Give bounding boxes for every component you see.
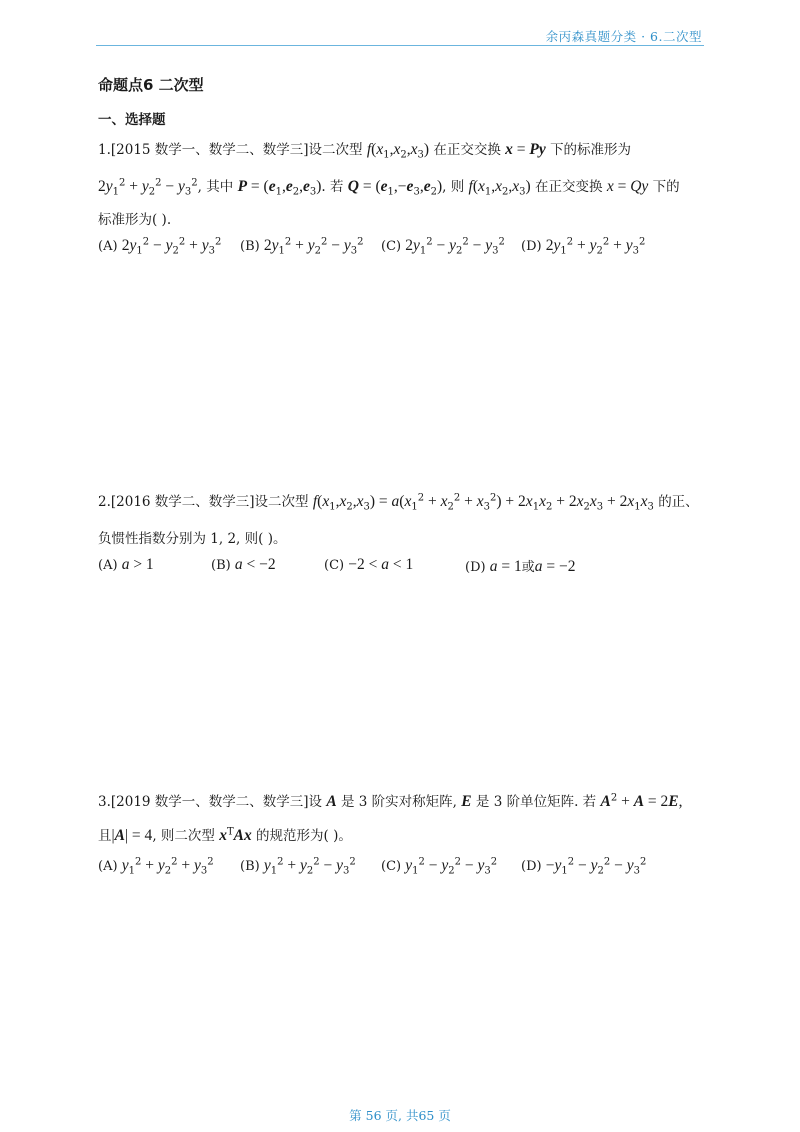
q3-l2-b: , 则二次型 <box>152 828 215 844</box>
q1-line-2: $2y_1^2 + y_2^2 - y_3^2$, 其中 $P = (e_1,e_2,e_3)$. 若 $Q = (e_1,-e_3,e_2)$, 则 $f(x_1,x_2,x_3)$ 在正交变换 x = Qy 下的 <box>98 177 680 198</box>
q3-choice-b: (B) $y_1^2 + y_2^2 - y_3^2$ <box>240 856 356 877</box>
q1-prefix: 1.[2015 数学一、数学二、数学三]设二次型 <box>98 142 363 158</box>
q2-choice-b: (B) a < −2 <box>211 556 276 573</box>
q3-choice-a: (A) $y_1^2 + y_2^2 + y_3^2$ <box>98 856 214 877</box>
q2-choice-d: (D) a = 1或a = −2 <box>465 558 576 575</box>
q1-l2-e: 下的 <box>652 179 680 195</box>
q2-prefix: 2.[2016 数学二、数学三]设二次型 <box>98 494 309 510</box>
q1-line-1: 1.[2015 数学一、数学二、数学三]设二次型 $f(x_1,x_2,x_3)$ 在正交交换 x = Py 下的标准形为 <box>98 141 632 161</box>
q3-choice-c: (C) $y_1^2 - y_2^2 - y_3^2$ <box>381 856 498 877</box>
q2-choice-a: (A) a > 1 <box>98 556 154 573</box>
q1-choice-d: (D) $2y_1^2 + y_2^2 + y_3^2$ <box>521 236 646 257</box>
q3-t1: 是 3 阶实对称矩阵, <box>341 794 457 810</box>
q2-suffix: 的正、 <box>658 494 699 510</box>
q3-prefix: 3.[2019 数学一、数学二、数学三]设 <box>98 794 323 810</box>
q3-l2-c: 的规范形为( )。 <box>256 828 352 844</box>
q2-line-2: 负惯性指数分别为 1, 2, 则( )。 <box>98 531 287 547</box>
q3-line-1: 3.[2019 数学一、数学二、数学三]设 A 是 3 阶实对称矩阵, E 是 3 阶单位矩阵. 若 $A^2 + A = 2E$, <box>98 792 683 810</box>
q3-l2-a: 且 <box>98 828 112 844</box>
running-header: 余丙森真题分类 · 6.二次型 <box>545 29 702 44</box>
q1-l2-a: , 其中 <box>197 179 234 195</box>
q1-l2-c: , 则 <box>442 179 465 195</box>
q3-choice-d: $(D) -y_1^2 - y_2^2 - y_3^2$ <box>521 856 647 877</box>
q1-l2-b: . 若 <box>321 179 344 195</box>
q2-line-1: 2.[2016 数学二、数学三]设二次型 $f(x_1,x_2,x_3) = a(x_1^2 + x_2^2 + x_3^2) + 2x_1x_2 + 2x_2x_3 + 2x_1x_3$ 的正、 <box>98 492 699 513</box>
q3-line-2: 且|A| = 4, 则二次型 $x^TAx$ 的规范形为( )。 <box>98 826 352 844</box>
q1-mid2: 下的标准形为 <box>550 142 632 158</box>
q1-choice-c: (C) $2y_1^2 - y_2^2 - y_3^2$ <box>381 236 505 257</box>
section-title: 命题点6 二次型 <box>98 76 204 94</box>
q1-line-3: 标准形为( ). <box>98 212 172 228</box>
header-rule <box>96 45 704 46</box>
q2-or: 或 <box>521 560 535 575</box>
q1-mid1: 在正交交换 <box>433 142 501 158</box>
page-footer: 第 56 页, 共65 页 <box>349 1108 451 1123</box>
q1-choice-b: (B) $2y_1^2 + y_2^2 - y_3^2$ <box>240 236 364 257</box>
q2-choice-c: (C) −2 < a < 1 <box>324 556 414 573</box>
q3-t2: 是 3 阶单位矩阵. 若 <box>475 794 597 810</box>
subsection-title: 一、选择题 <box>98 112 166 128</box>
q1-l2-d: 在正交变换 <box>535 179 603 195</box>
q1-choice-a: (A) $2y_1^2 - y_2^2 + y_3^2$ <box>98 236 222 257</box>
